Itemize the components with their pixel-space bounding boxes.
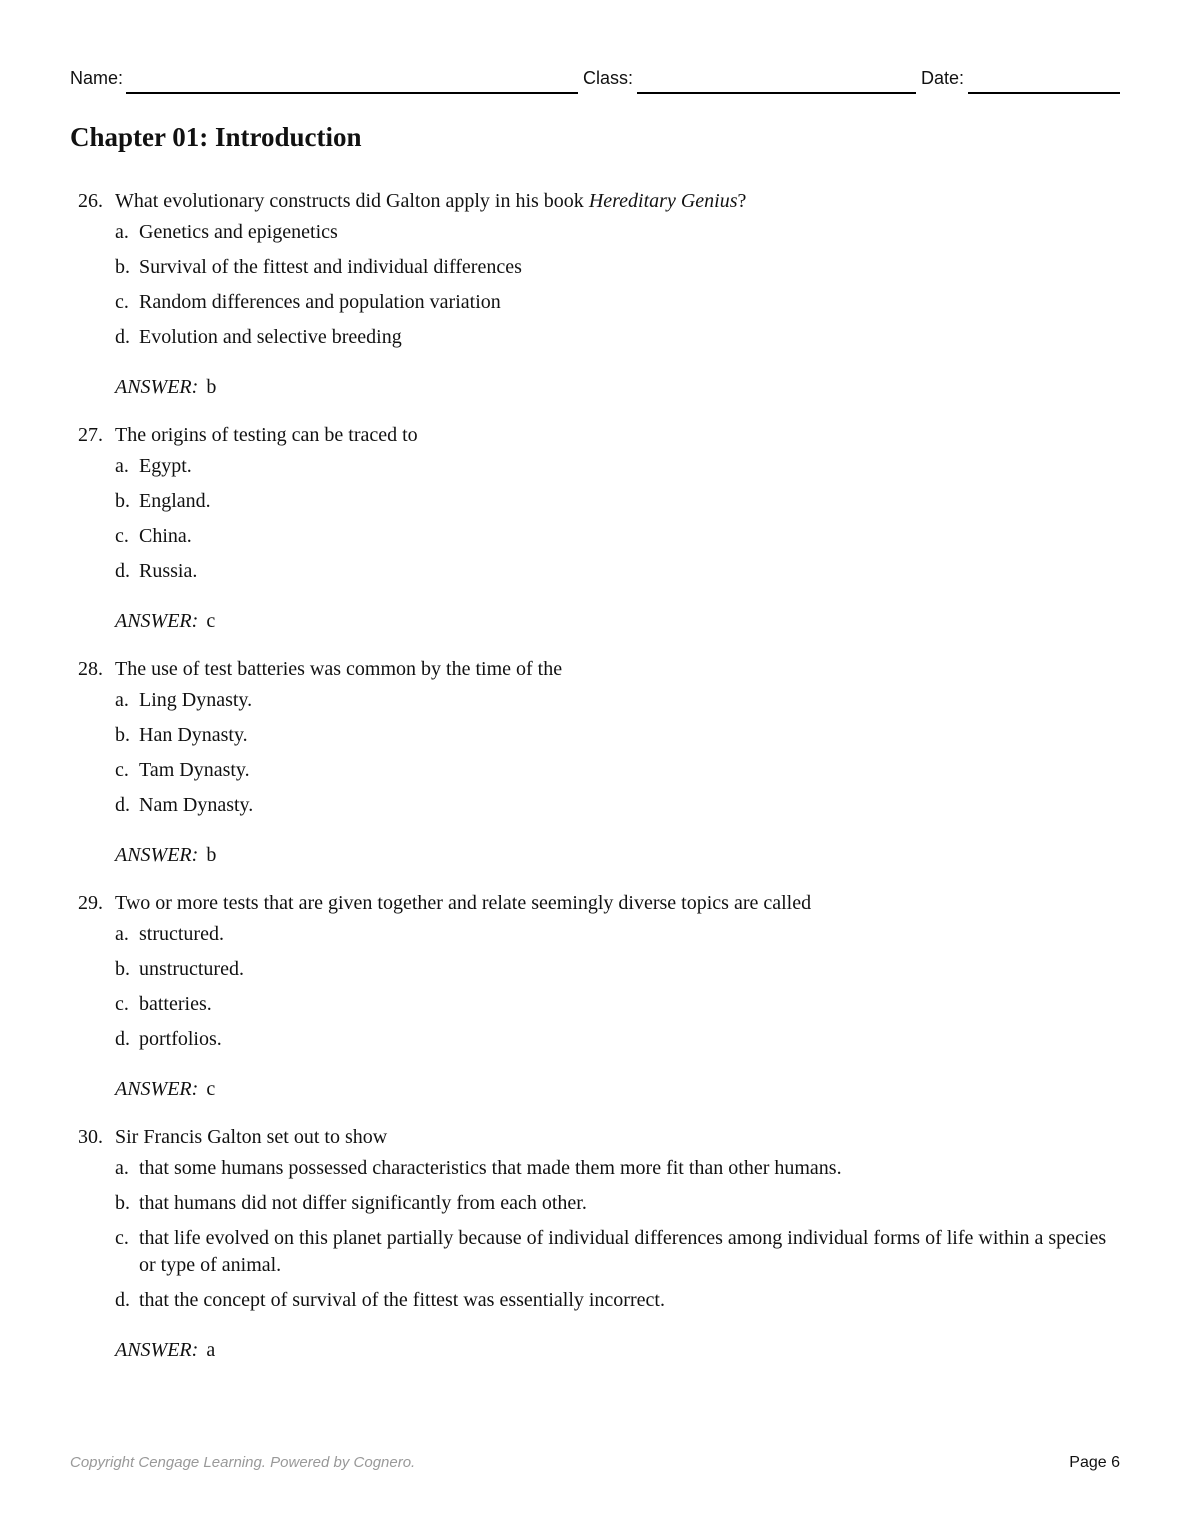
option-text: Nam Dynasty. (139, 794, 254, 816)
option-letter: c. (115, 291, 129, 313)
answer-option (70, 687, 1120, 714)
class-label: Class: (583, 68, 634, 88)
question-number: 28. (78, 658, 103, 680)
answer-options (70, 219, 1120, 351)
answer-option (70, 523, 1120, 550)
answer-label: ANSWER: (115, 376, 199, 398)
question-item (70, 889, 1120, 1103)
option-letter: c. (115, 993, 129, 1015)
page-number: Page 6 (1069, 1454, 1120, 1471)
question-item (70, 655, 1120, 869)
option-letter: a. (115, 221, 129, 243)
answer-value: a (206, 1339, 216, 1361)
answer-options (70, 453, 1120, 585)
question-stem (70, 421, 1120, 449)
question-stem (70, 1123, 1120, 1151)
option-letter: d. (115, 560, 130, 582)
option-text: portfolios. (139, 1028, 222, 1050)
footer-copyright: Copyright Cengage Learning. Powered by Cognero. (70, 1454, 416, 1471)
answer-value: c (206, 610, 216, 632)
option-letter: b. (115, 958, 130, 980)
answer-option (70, 254, 1120, 281)
question-book-title: Hereditary Genius (588, 190, 738, 212)
answer-option (70, 1287, 1120, 1314)
option-letter: b. (115, 490, 130, 512)
option-text: that life evolved on this planet partially because of individual differences among individual forms of life within a species or type of animal. (139, 1227, 1107, 1276)
name-line (126, 92, 578, 94)
option-letter: b. (115, 1192, 130, 1214)
question-stem (70, 889, 1120, 917)
option-letter: c. (115, 525, 129, 547)
question-number: 27. (78, 424, 103, 446)
answer-option (70, 324, 1120, 351)
answer-option (70, 757, 1120, 784)
answer-key (70, 373, 1120, 401)
option-text: Egypt. (139, 455, 192, 477)
answer-label: ANSWER: (115, 1339, 199, 1361)
option-letter: c. (115, 759, 129, 781)
answer-option (70, 558, 1120, 585)
answer-key (70, 1075, 1120, 1103)
answer-option (70, 991, 1120, 1018)
option-letter: d. (115, 326, 130, 348)
option-letter: b. (115, 724, 130, 746)
answer-value: b (206, 376, 217, 398)
option-letter: d. (115, 1289, 130, 1311)
answer-key (70, 607, 1120, 635)
option-text: Russia. (139, 560, 198, 582)
answer-option (70, 453, 1120, 480)
question-stem (70, 655, 1120, 683)
option-text: England. (139, 490, 211, 512)
option-letter: a. (115, 689, 129, 711)
option-letter: d. (115, 1028, 130, 1050)
answer-label: ANSWER: (115, 1078, 199, 1100)
option-letter: c. (115, 1227, 129, 1249)
answer-option (70, 289, 1120, 316)
question-text: Two or more tests that are given together and relate seemingly diverse topics are called (115, 892, 812, 914)
question-text: The origins of testing can be traced to (115, 424, 418, 446)
answer-key (70, 841, 1120, 869)
question-item (70, 1123, 1120, 1364)
question-number: 26. (78, 190, 103, 212)
option-text: Han Dynasty. (139, 724, 248, 746)
name-label: Name: (70, 68, 124, 88)
answer-value: c (206, 1078, 216, 1100)
option-text: China. (139, 525, 192, 547)
answer-option (70, 956, 1120, 983)
answer-options (70, 687, 1120, 819)
option-text: Tam Dynasty. (139, 759, 250, 781)
option-letter: a. (115, 923, 129, 945)
answer-option (70, 792, 1120, 819)
answer-value: b (206, 844, 217, 866)
page-title: Chapter 01: Introduction (70, 122, 362, 152)
date-line (968, 92, 1120, 94)
answer-key (70, 1336, 1120, 1364)
question-text: The use of test batteries was common by the time of the (115, 658, 563, 680)
answer-label: ANSWER: (115, 844, 199, 866)
option-letter: d. (115, 794, 130, 816)
answer-option (70, 488, 1120, 515)
question-number: 29. (78, 892, 103, 914)
question-item (70, 187, 1120, 401)
question-number: 30. (78, 1126, 103, 1148)
option-text: that some humans possessed characteristics that made them more fit than other humans. (139, 1157, 842, 1179)
answer-label: ANSWER: (115, 610, 199, 632)
question-text: What evolutionary constructs did Galton apply in his book (115, 190, 589, 212)
option-text: unstructured. (139, 958, 244, 980)
class-line (637, 92, 916, 94)
answer-option (70, 1225, 1120, 1279)
option-text: batteries. (139, 993, 212, 1015)
answer-option (70, 1155, 1120, 1182)
answer-option (70, 722, 1120, 749)
answer-option (70, 1026, 1120, 1053)
answer-option (70, 921, 1120, 948)
answer-options (70, 1155, 1120, 1314)
date-label: Date: (921, 68, 965, 88)
question-item (70, 421, 1120, 635)
answer-options (70, 921, 1120, 1053)
option-text: structured. (139, 923, 224, 945)
option-letter: a. (115, 1157, 129, 1179)
answer-option (70, 219, 1120, 246)
option-text: Evolution and selective breeding (139, 326, 402, 348)
question-stem (70, 187, 1120, 215)
option-text: that humans did not differ significantly from each other. (139, 1192, 587, 1214)
question-list (70, 187, 1120, 1384)
question-text: Sir Francis Galton set out to show (115, 1126, 388, 1148)
header-fields (70, 68, 1120, 98)
option-text: that the concept of survival of the fittest was essentially incorrect. (139, 1289, 665, 1311)
answer-option (70, 1190, 1120, 1217)
option-text: Random differences and population variation (139, 291, 501, 313)
option-letter: a. (115, 455, 129, 477)
option-letter: b. (115, 256, 130, 278)
option-text: Survival of the fittest and individual differences (139, 256, 522, 278)
option-text: Ling Dynasty. (139, 689, 253, 711)
question-text-end: ? (737, 190, 747, 212)
option-text: Genetics and epigenetics (139, 221, 338, 243)
